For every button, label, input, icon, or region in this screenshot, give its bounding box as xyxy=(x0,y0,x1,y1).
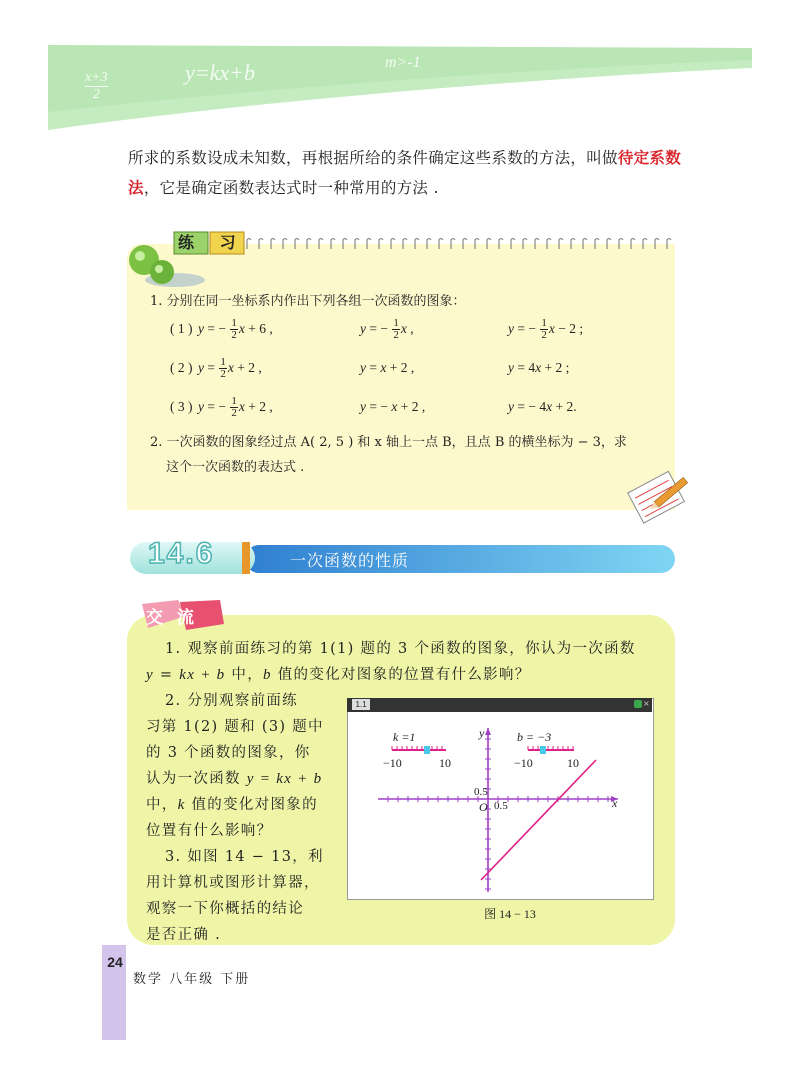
notebook-ring xyxy=(487,239,491,250)
notebook-ring xyxy=(319,239,323,250)
exercise-q2-line1: 2. 一次函数的图象经过点 A( 2, 5 ) 和 x 轴上一点 B，且点 B 的横坐标为 − 3，求 xyxy=(150,435,627,450)
notebook-rings xyxy=(205,236,675,252)
formula-3-3: y = − 4x + 2. xyxy=(508,399,577,414)
formula-2-1: y = $\frac{1}{2}$ x + 2 , xyxy=(198,356,262,381)
notebook-ring xyxy=(307,239,311,250)
slider-k-max: 10 xyxy=(439,756,451,770)
book-title: 数学 八年级 下册 xyxy=(133,972,251,987)
formula-3-1: y = − $\frac{1}{2}$ x + 2 , xyxy=(198,395,273,420)
y-axis-label: y xyxy=(479,726,485,740)
notebook-ring xyxy=(523,239,527,250)
formula-1-3: y = − $\frac{1}{2}$ x − 2 ; xyxy=(508,317,584,342)
disc-p1-line1: 1. 观察前面练习的第 1(1) 题的 3 个函数的图象，你认为一次函数 xyxy=(165,641,636,657)
formula-2-3: y = 4x + 2 ; xyxy=(508,360,570,375)
disc-p2-line2: 习第 1(2) 题和 (3) 题中 xyxy=(146,719,324,735)
disc-p2-line6: 位置有什么影响？ xyxy=(146,823,273,839)
section-number: 14.6 xyxy=(148,537,215,570)
notebook-ring xyxy=(571,239,575,250)
intro-highlight: 待定系数法 xyxy=(128,148,682,197)
exercise-tab-label: 练 习 xyxy=(178,233,246,252)
row-1-label: ( 1 ) xyxy=(170,321,193,336)
calculator-titlebar xyxy=(347,698,652,712)
formula-2-2: y = x + 2 , xyxy=(360,360,415,375)
notebook-ring xyxy=(475,239,479,250)
slider-b-max: 10 xyxy=(567,756,579,770)
discussion-tab-label: 交 流 xyxy=(146,608,198,628)
formula-row-3 xyxy=(170,393,650,421)
banner-formula-fraction: x+3 2 xyxy=(85,70,108,102)
notebook-ring xyxy=(439,239,443,250)
disc-p3-line4: 是否正确 . xyxy=(146,927,222,943)
graph-line xyxy=(481,760,596,880)
notebook-ring xyxy=(595,239,599,250)
intro-text-1: 所求的系数设成未知数，再根据所给的条件确定这些系数的方法，叫做 xyxy=(128,149,618,167)
origin-label: O xyxy=(479,800,488,814)
notebook-ring xyxy=(655,239,659,250)
formula-1-2: y = − $\frac{1}{2}$ x , xyxy=(360,317,414,342)
x-axis-label: x xyxy=(612,796,618,810)
notebook-ring xyxy=(499,239,503,250)
notebook-ring xyxy=(535,239,539,250)
section-title: 一次函数的性质 xyxy=(290,551,410,570)
intro-text-2: ，它是确定函数表达式时一种常用的方法 . xyxy=(143,179,439,197)
notebook-ring xyxy=(283,239,287,250)
notebook-ring xyxy=(367,239,371,250)
formula-3-2: y = − x + 2 , xyxy=(360,399,426,414)
notebook-ring xyxy=(295,239,299,250)
formula-1-1: y = − $\frac{1}{2}$ x + 6 , xyxy=(198,317,273,342)
notebook-ring xyxy=(403,239,407,250)
x-tick-label: 0.5 xyxy=(494,800,508,812)
notebook-ring xyxy=(463,239,467,250)
disc-p3-line1: 3. 如图 14 − 13，利 xyxy=(165,849,324,865)
notebook-ring xyxy=(391,239,395,250)
calculator-close-icon[interactable]: × xyxy=(643,699,650,708)
disc-p3-line2: 用计算机或图形计算器， xyxy=(146,875,320,891)
notebook-ring xyxy=(583,239,587,250)
calculator-status-icon xyxy=(634,700,642,708)
intro-paragraph xyxy=(128,143,688,203)
slider-k-label: k =1 xyxy=(393,730,416,744)
row-2-label: ( 2 ) xyxy=(170,360,193,375)
notebook-ring xyxy=(379,239,383,250)
notebook-ring xyxy=(559,239,563,250)
notebook-ring xyxy=(451,239,455,250)
exercise-q1: 1. 分别在同一坐标系内作出下列各组一次函数的图象： xyxy=(150,294,466,309)
slider-k-handle xyxy=(424,746,430,754)
notebook-ring xyxy=(667,239,671,250)
calculator-tab[interactable]: 1.1 xyxy=(352,699,370,710)
formula-row-1 xyxy=(170,315,650,343)
slider-b-min: −10 xyxy=(514,756,533,770)
notebook-ring xyxy=(511,239,515,250)
disc-p2-line4: 认为一次函数 y = kx + b xyxy=(146,771,323,787)
notebook-ring xyxy=(631,239,635,250)
notebook-ring xyxy=(427,239,431,250)
disc-p1-line2: y = kx + b 中，b 值的变化对图象的位置有什么影响？ xyxy=(146,667,531,683)
notebook-ring xyxy=(343,239,347,250)
notebook-pencil-icon xyxy=(622,462,697,524)
banner-formula-linear: y=kx+b xyxy=(185,60,255,85)
notebook-ring xyxy=(271,239,275,250)
page-number: 24 xyxy=(107,954,123,970)
disc-p2-line1: 2. 分别观察前面练 xyxy=(165,693,298,709)
notebook-ring xyxy=(547,239,551,250)
notebook-ring xyxy=(607,239,611,250)
notebook-ring xyxy=(643,239,647,250)
exercise-q2-line2: 这个一次函数的表达式 . xyxy=(166,460,305,475)
notebook-ring xyxy=(415,239,419,250)
disc-p2-line5: 中，k 值的变化对图象的 xyxy=(146,797,318,813)
notebook-ring xyxy=(331,239,335,250)
slider-b-handle xyxy=(540,746,546,754)
notebook-ring xyxy=(259,239,263,250)
figure-caption: 图 14 − 13 xyxy=(484,907,536,921)
disc-p3-line3: 观察一下你概括的结论 xyxy=(146,901,304,917)
notebook-ring xyxy=(355,239,359,250)
disc-p2-line3: 的 3 个函数的图象，你 xyxy=(146,745,311,761)
banner-formula-inequality: m>-1 xyxy=(385,54,421,71)
formula-row-2 xyxy=(170,354,650,382)
y-tick-label: 0.5 xyxy=(474,786,488,798)
row-3-label: ( 3 ) xyxy=(170,399,193,414)
slider-b-label: b = −3 xyxy=(517,730,552,744)
notebook-ring xyxy=(619,239,623,250)
slider-k-min: −10 xyxy=(383,756,402,770)
